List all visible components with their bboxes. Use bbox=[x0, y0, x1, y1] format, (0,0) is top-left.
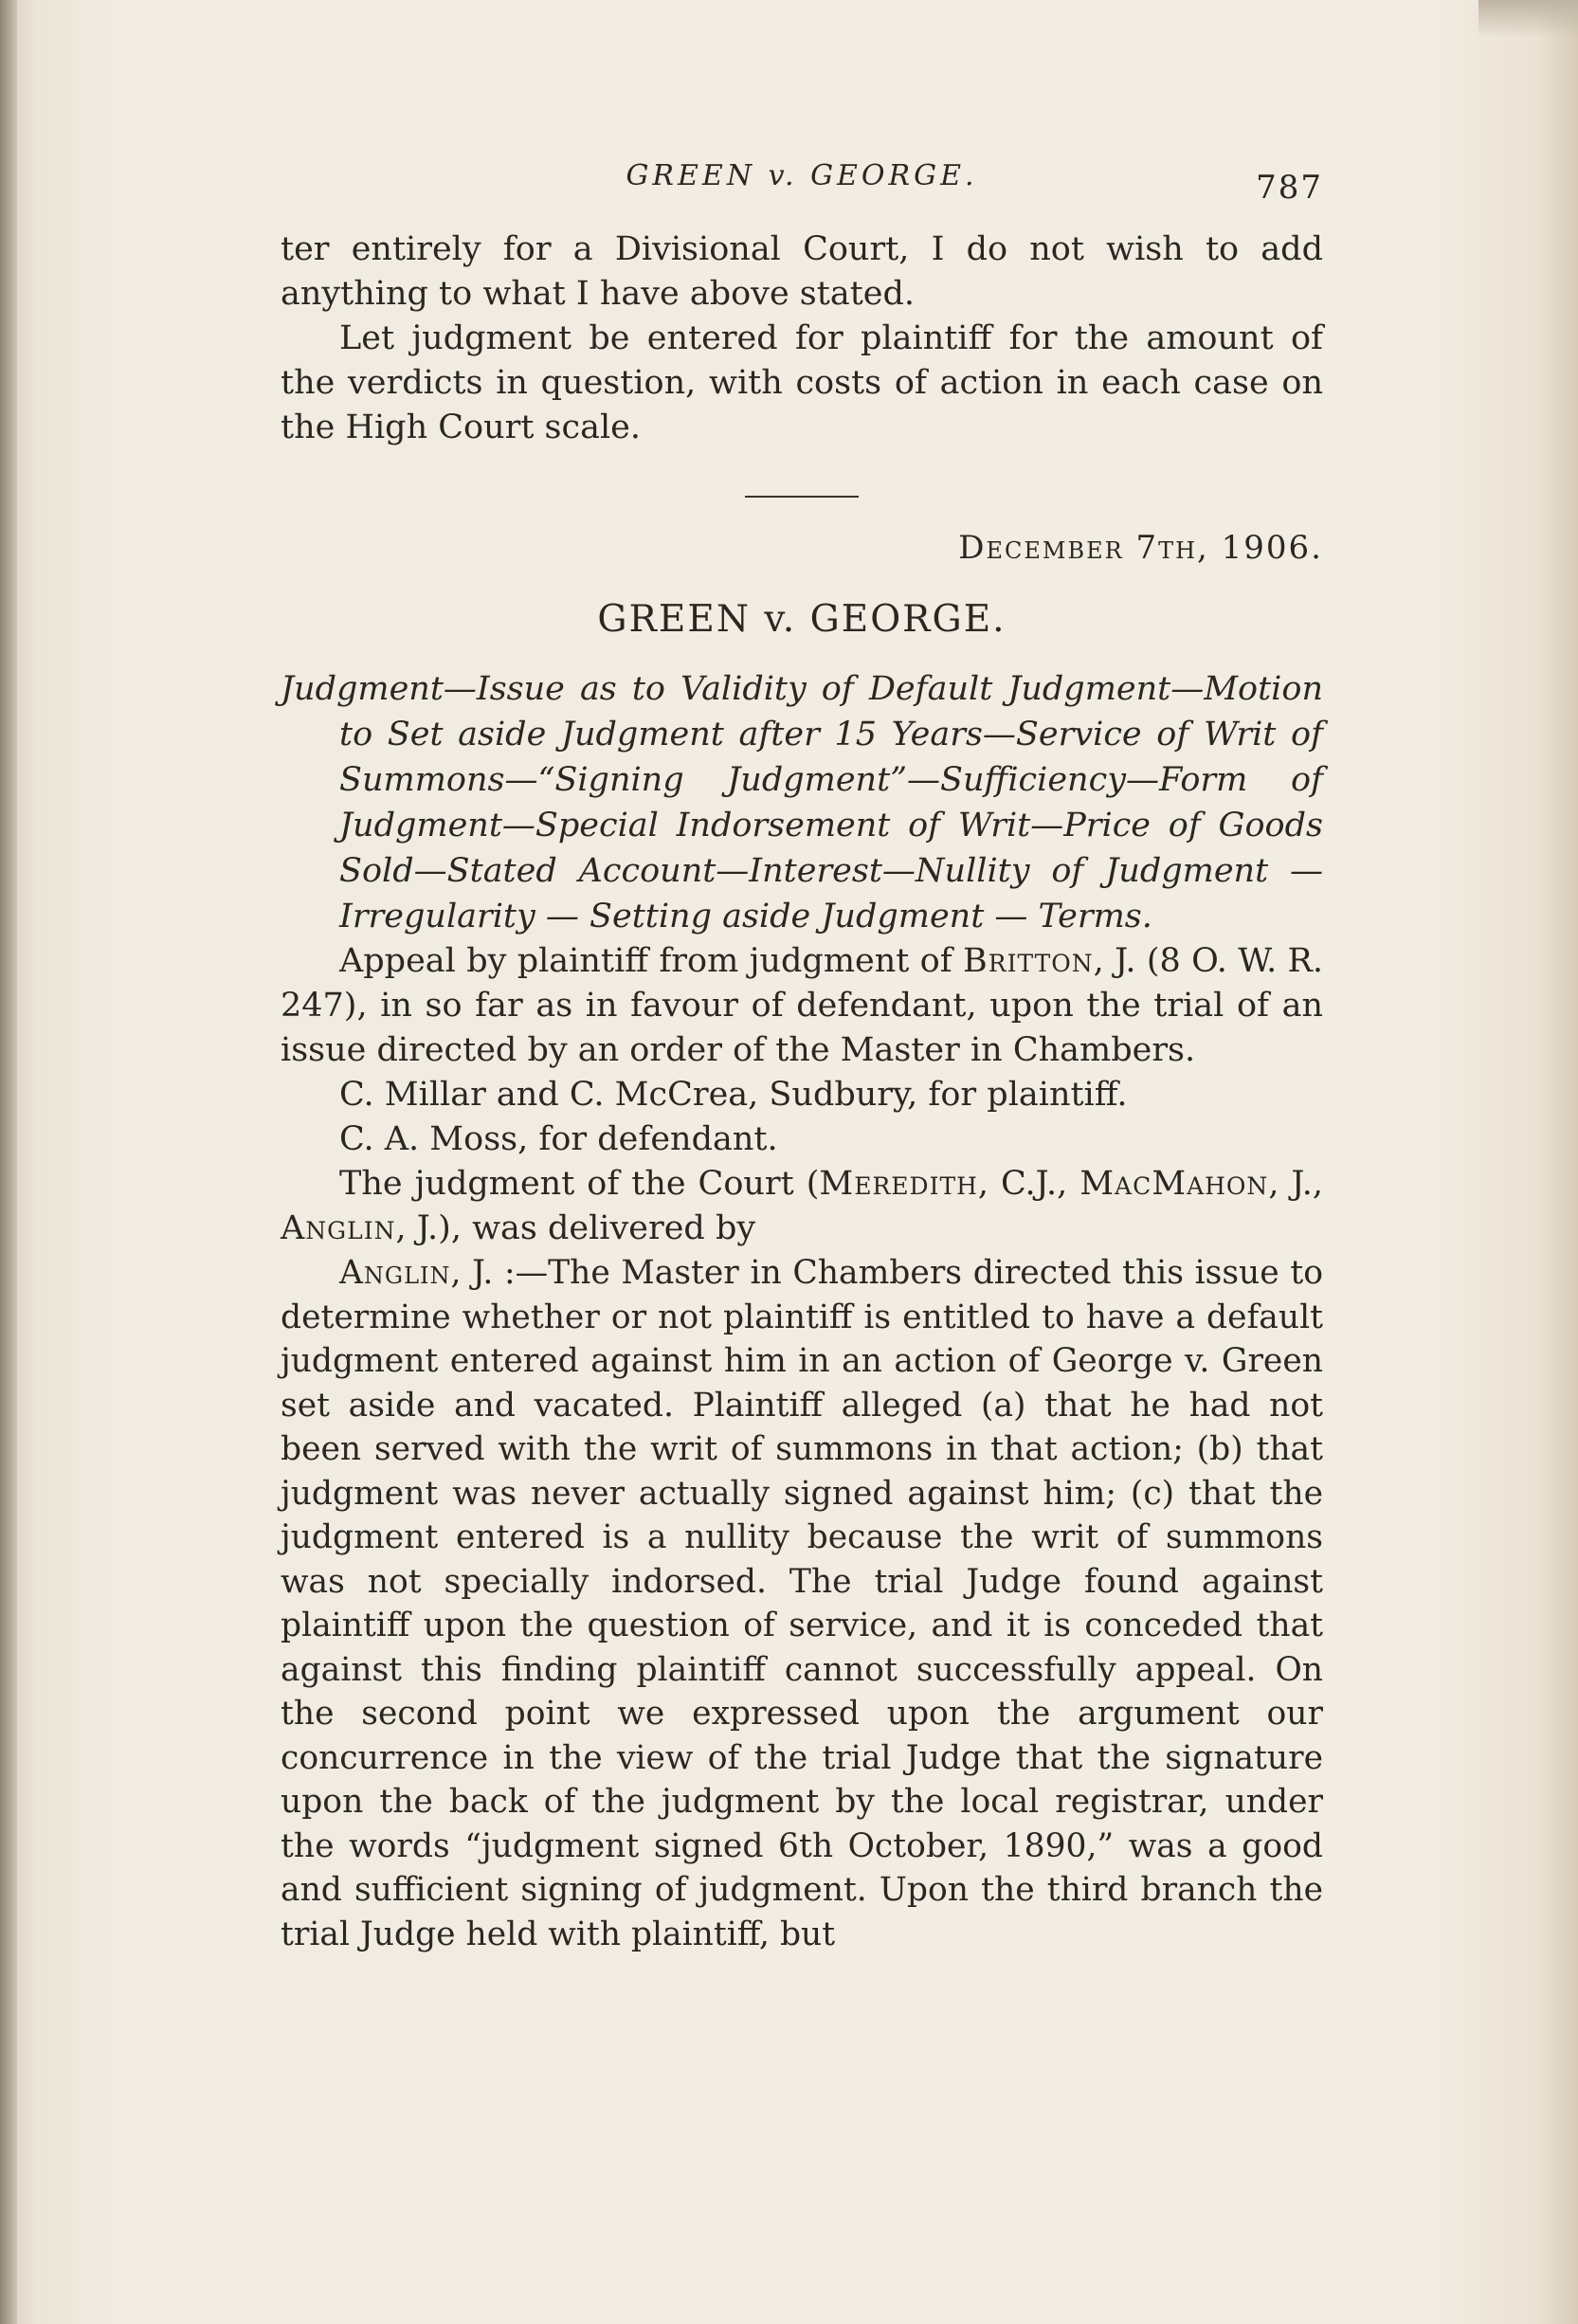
delivery-text-before: The judgment of the Court ( bbox=[339, 1165, 820, 1203]
page-gutter bbox=[0, 0, 17, 2324]
opinion-judge-name: Anglin bbox=[339, 1254, 451, 1292]
judge-name-macmahon: MacMahon bbox=[1079, 1165, 1269, 1203]
page-header bbox=[281, 152, 1323, 209]
case-date: December 7th, 1906. bbox=[958, 529, 1323, 567]
page-body bbox=[281, 227, 1323, 1956]
appeal-paragraph bbox=[281, 939, 1323, 1073]
opinion-judge-suffix: , J. :— bbox=[450, 1254, 549, 1292]
page-number: 787 bbox=[1256, 169, 1323, 207]
delivery-text-mid2: , J., bbox=[1268, 1165, 1323, 1203]
judge-name-meredith: Meredith bbox=[819, 1165, 978, 1203]
running-title: GREEN v. GEORGE. bbox=[626, 159, 978, 192]
opinion-text: The Master in Chambers directed this issue to determine whether or not plaintiff is entitled to have a default judgment entered against him in an action of George v. Green set aside and vacated. Plaintiff alleged (a) that he had not been served with the writ of summons in that action; (b) that judgment was never actually signed against him; (c) that the judgment entered is a nullity because the writ of summons was not specially indorsed. The trial Judge found against plaintiff upon the question of service, and it is conceded that against this finding plaintiff cannot successfully appeal. On the second point we expressed upon the argument our concurrence in the view of the trial Judge that the signature upon the back of the judgment by the local registrar, under the words “judgment signed 6th October, 1890,” was a good and sufficient signing of judgment. Upon the third branch the trial Judge held with plaintiff, but bbox=[281, 1254, 1323, 1953]
order-paragraph: Let judgment be entered for plaintiff for the amount of the verdicts in question, with costs of action in each case on the High Court scale. bbox=[281, 319, 1323, 446]
page-corner-shadow bbox=[1478, 0, 1578, 38]
delivery-paragraph bbox=[281, 1162, 1323, 1251]
appeal-text-after: , J. (8 O. W. R. 247), in so far as in favour of defendant, upon the trial of an issue directed by an order of the Master in Chambers. bbox=[281, 942, 1324, 1069]
case-title: GREEN v. GEORGE. bbox=[597, 598, 1007, 641]
counsel-plaintiff: C. Millar and C. McCrea, Sudbury, for plaintiff. bbox=[339, 1076, 1128, 1114]
counsel-defendant: C. A. Moss, for defendant. bbox=[339, 1120, 778, 1158]
judge-name-britton: Britton bbox=[963, 942, 1094, 980]
judge-name-anglin: Anglin bbox=[281, 1209, 396, 1247]
delivery-text-mid1: , C.J., bbox=[977, 1165, 1080, 1203]
continuation-paragraph: ter entirely for a Divisional Court, I do not wish to add anything to what I have above stated. bbox=[281, 230, 1323, 313]
delivery-text-after: , J.), was delivered by bbox=[395, 1209, 756, 1247]
headnote: Judgment—Issue as to Validity of Default Judgment—Motion to Set aside Judgment after 15 Years—Service of Writ of Summons—“Signing Judgment”—Sufficiency—Form of Judgment—Special Indorsement of Writ—Price of Goods Sold—Stated Account—Interest—Nullity of Judgment — Irregularity — Setting aside Judgment — Terms. bbox=[281, 670, 1323, 935]
opinion-paragraph bbox=[281, 1251, 1323, 1956]
appeal-text-before: Appeal by plaintiff from judgment of bbox=[339, 942, 964, 980]
section-divider bbox=[745, 496, 859, 498]
